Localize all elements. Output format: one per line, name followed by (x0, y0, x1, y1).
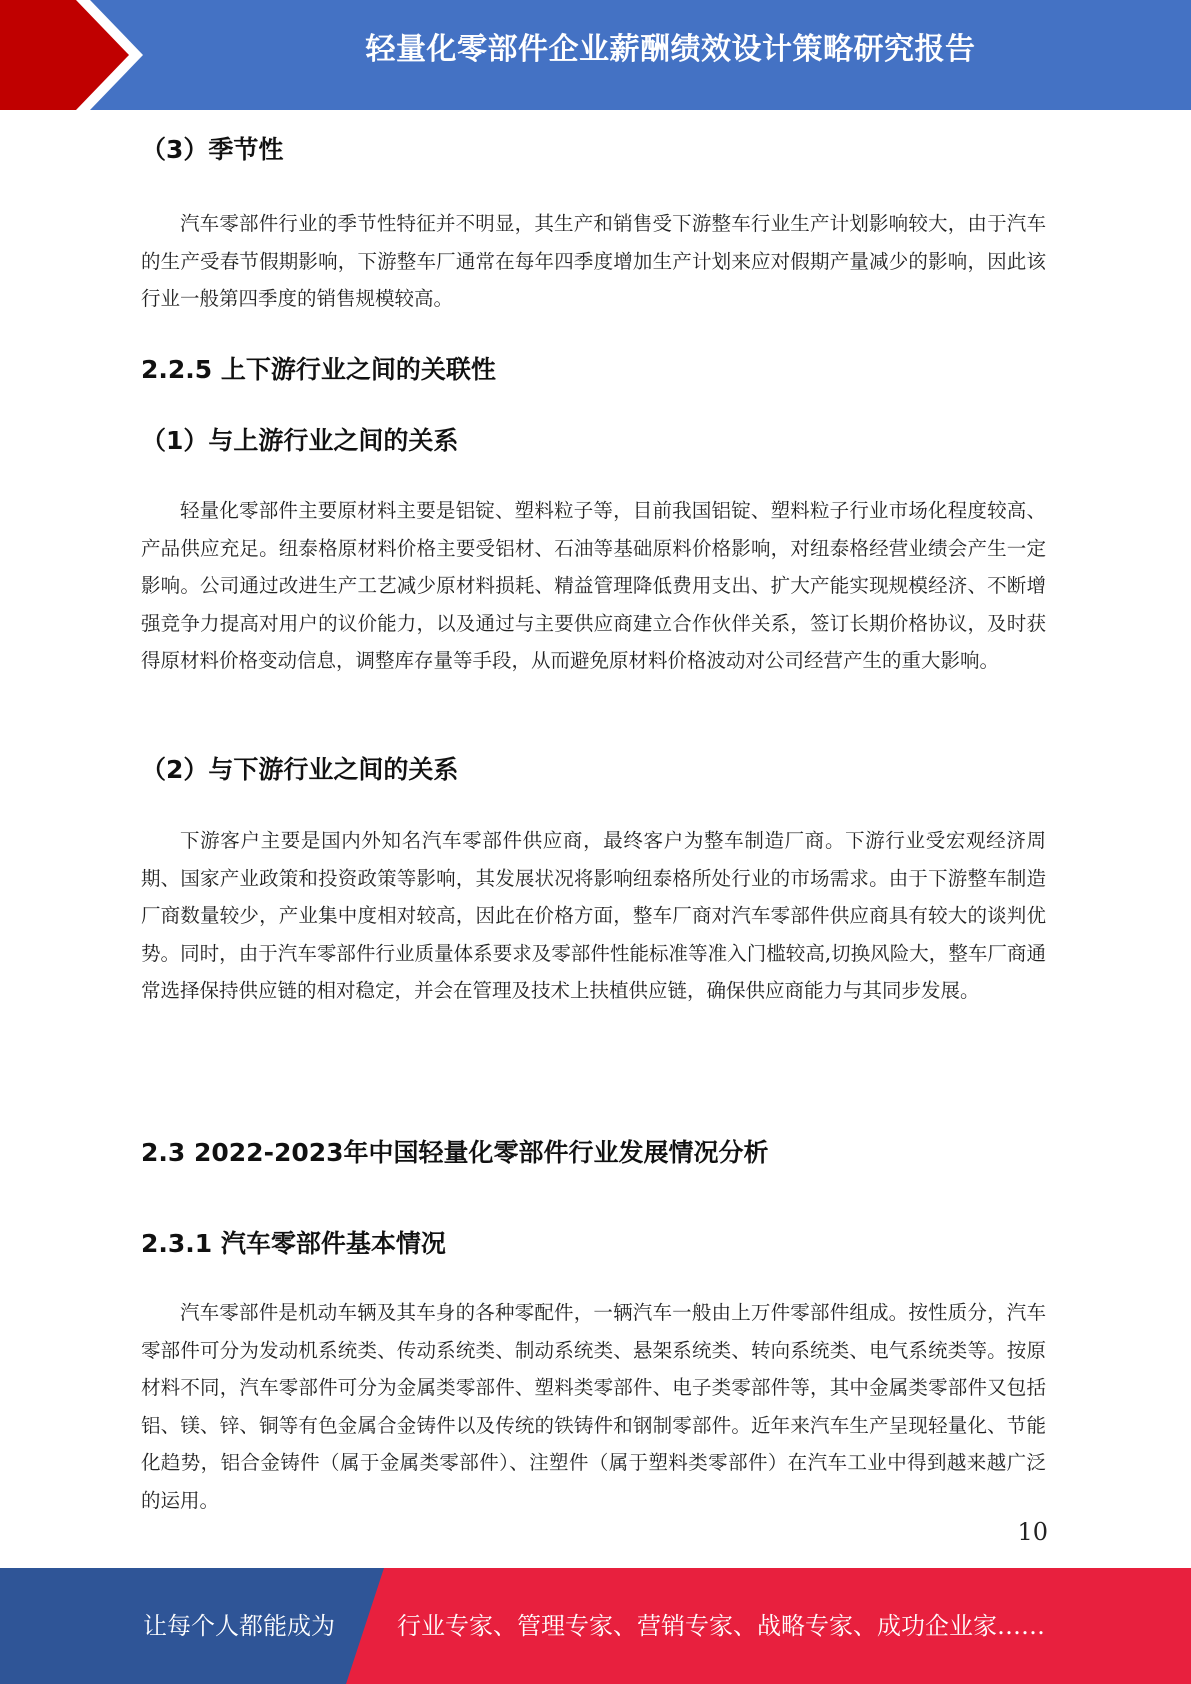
section-2-2-5-heading: 2.2.5 上下游行业之间的关联性 (141, 355, 496, 384)
page-number: 10 (1017, 1518, 1048, 1546)
footer-slogan-left: 让每个人都能成为 (143, 1612, 335, 1640)
section-2-3-heading: 2.3 2022-2023年中国轻量化零部件行业发展情况分析 (141, 1138, 769, 1167)
seasonality-heading: （3）季节性 (141, 135, 284, 164)
header-arrow-decoration (0, 0, 160, 110)
section-2-3-1-heading: 2.3.1 汽车零部件基本情况 (141, 1229, 446, 1258)
page-footer (0, 1568, 1191, 1684)
upstream-heading: （1）与上游行业之间的关系 (141, 426, 459, 455)
footer-slogan-right: 行业专家、管理专家、营销专家、战略专家、成功企业家…… (397, 1612, 1045, 1640)
header-title: 轻量化零部件企业薪酬绩效设计策略研究报告 (365, 32, 976, 67)
downstream-heading: （2）与下游行业之间的关系 (141, 755, 459, 784)
upstream-paragraph: 轻量化零部件主要原材料主要是铝锭、塑料粒子等，目前我国铝锭、塑料粒子行业市场化程度较高、产品供应充足。纽泰格原材料价格主要受铝材、石油等基础原料价格影响，对纽泰格经营业绩会产生一定影响。公司通过改进生产工艺减少原材料损耗、精益管理降低费用支出、扩大产能实现规模经济、不断增强竞争力提高对用户的议价能力，以及通过与主要供应商建立合作伙伴关系，签订长期价格协议，及时获得原材料价格变动信息，调整库存量等手段，从而避免原材料价格波动对公司经营产生的重大影响。 (141, 499, 1046, 673)
section-2-3-1-paragraph: 汽车零部件是机动车辆及其车身的各种零配件，一辆汽车一般由上万件零部件组成。按性质分，汽车零部件可分为发动机系统类、传动系统类、制动系统类、悬架系统类、转向系统类、电气系统类等。按原材料不同，汽车零部件可分为金属类零部件、塑料类零部件、电子类零部件等，其中金属类零部件又包括铝、镁、锌、铜等有色金属合金铸件以及传统的铁铸件和钢制零部件。近年来汽车生产呈现轻量化、节能化趋势，铝合金铸件（属于金属类零部件）、注塑件（属于塑料类零部件）在汽车工业中得到越来越广泛的运用。 (141, 1301, 1046, 1512)
seasonality-paragraph: 汽车零部件行业的季节性特征并不明显，其生产和销售受下游整车行业生产计划影响较大，由于汽车的生产受春节假期影响，下游整车厂通常在每年四季度增加生产计划来应对假期产量减少的影响，因此该行业一般第四季度的销售规模较高。 (141, 212, 1046, 311)
downstream-paragraph: 下游客户主要是国内外知名汽车零部件供应商，最终客户为整车制造厂商。下游行业受宏观经济周期、国家产业政策和投资政策等影响，其发展状况将影响纽泰格所处行业的市场需求。由于下游整车制造厂商数量较少，产业集中度相对较高，因此在价格方面，整车厂商对汽车零部件供应商具有较大的谈判优势。同时，由于汽车零部件行业质量体系要求及零部件性能标准等准入门槛较高,切换风险大，整车厂商通常选择保持供应链的相对稳定，并会在管理及技术上扶植供应链，确保供应商能力与其同步发展。 (141, 829, 1046, 1003)
page-header (0, 0, 1191, 110)
